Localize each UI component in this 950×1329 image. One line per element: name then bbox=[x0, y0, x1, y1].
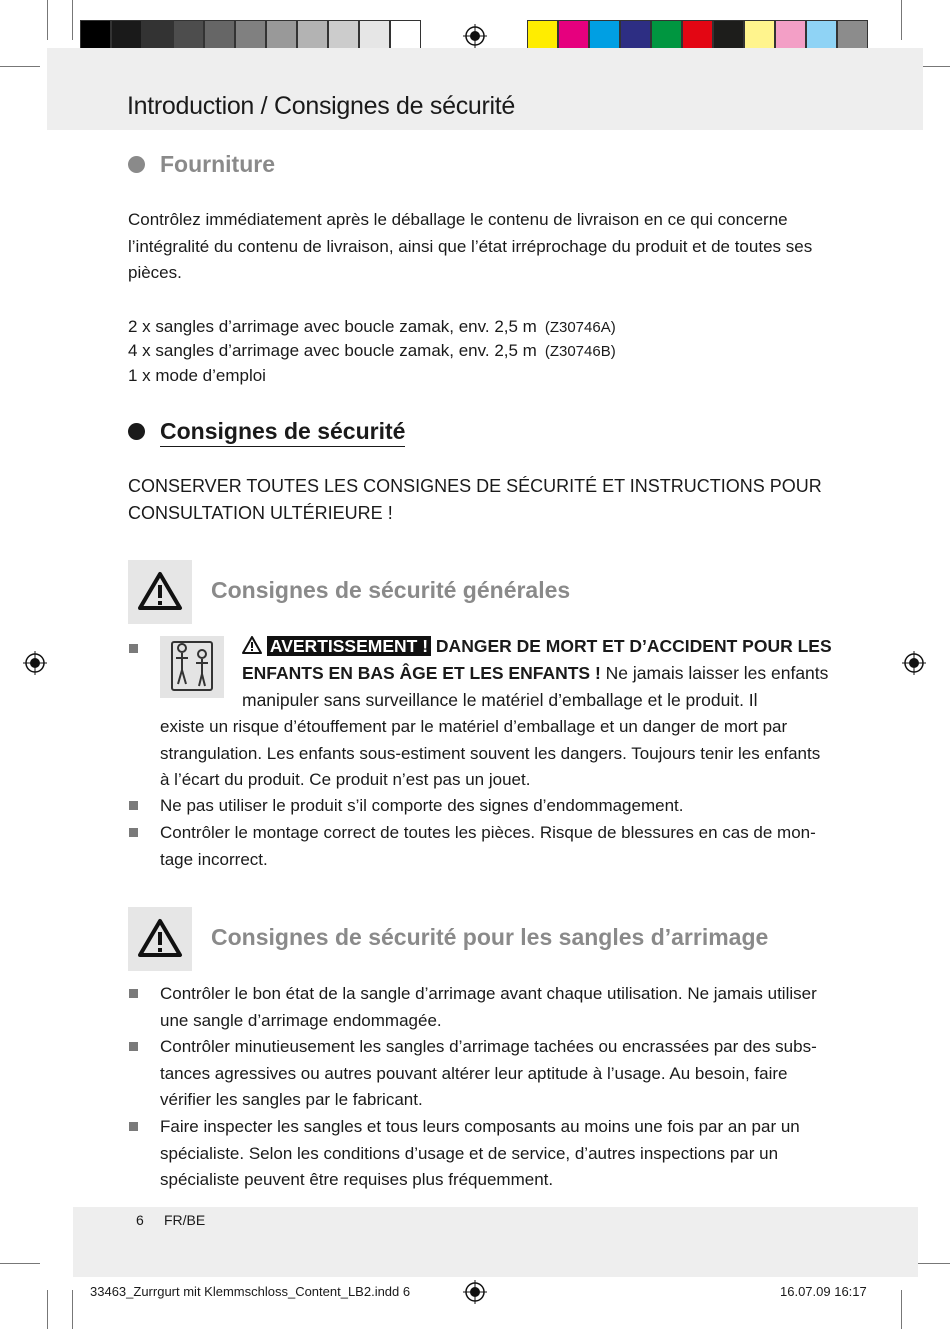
language-code: FR/BE bbox=[164, 1212, 206, 1228]
child-warning-icon bbox=[160, 636, 224, 698]
color-swatch bbox=[390, 20, 421, 51]
color-swatch bbox=[558, 20, 589, 51]
crop-mark bbox=[47, 1290, 48, 1329]
list-bullet-icon bbox=[129, 644, 138, 653]
color-swatch bbox=[806, 20, 837, 51]
crop-mark bbox=[72, 0, 73, 40]
heading-straps-safety: Consignes de sécurité pour les sangles d’arrimage bbox=[211, 924, 769, 950]
list-bullet-icon bbox=[129, 801, 138, 810]
list-item: Ne pas utiliser le produit s’il comporte des signes d’endommagement. bbox=[160, 796, 684, 815]
crop-mark bbox=[901, 1290, 902, 1329]
list-bullet-icon bbox=[129, 1042, 138, 1051]
print-slug-date: 16.07.09 16:17 bbox=[780, 1284, 867, 1299]
color-swatch bbox=[713, 20, 744, 51]
supply-item-text: 1 x mode d’emploi bbox=[128, 366, 266, 385]
crop-mark bbox=[0, 1263, 40, 1264]
color-swatch bbox=[775, 20, 806, 51]
color-swatch bbox=[837, 20, 868, 51]
color-swatch bbox=[142, 20, 173, 51]
supply-item-code: (Z30746B) bbox=[544, 343, 616, 360]
crop-mark bbox=[72, 1290, 73, 1329]
registration-mark-icon bbox=[902, 651, 926, 675]
list-item: Contrôler le bon état de la sangle d’arrimage avant chaque utilisation. Ne jamais utiliser une sangle d’arrimage endommagée. bbox=[160, 984, 817, 1030]
color-swatch bbox=[527, 20, 558, 51]
crop-mark bbox=[47, 0, 48, 40]
color-swatch bbox=[359, 20, 390, 51]
color-swatch bbox=[589, 20, 620, 51]
color-swatch bbox=[297, 20, 328, 51]
registration-mark-icon bbox=[23, 651, 47, 675]
section-bullet-icon bbox=[128, 156, 145, 173]
list-bullet-icon bbox=[129, 989, 138, 998]
color-swatch bbox=[235, 20, 266, 51]
supply-item-text: 4 x sangles d’arrimage avec boucle zamak, env. 2,5 m bbox=[128, 341, 537, 360]
list-item: Contrôler minutieusement les sangles d’arrimage tachées ou encrassées par des subs-tances agressives ou autres pouvant altérer leur aptitude à l’usage. Au besoin, faire vérifier les sangles par le fabricant. bbox=[160, 1037, 817, 1109]
warning-icon-box bbox=[128, 560, 192, 624]
list-item: Contrôler le montage correct de toutes les pièces. Risque de blessures en cas de mon-tage incorrect. bbox=[160, 823, 816, 869]
section-bullet-icon bbox=[128, 423, 145, 440]
warning-triangle-icon bbox=[242, 636, 262, 654]
heading-fourniture: Fourniture bbox=[160, 151, 275, 177]
color-swatch bbox=[266, 20, 297, 51]
color-swatch bbox=[328, 20, 359, 51]
warning-label: AVERTISSEMENT ! bbox=[267, 636, 431, 656]
crop-mark bbox=[0, 66, 40, 67]
warning-statement bbox=[242, 633, 832, 714]
heading-safety: Consignes de sécurité bbox=[160, 418, 405, 447]
danger-text: DANGER DE MORT ET D’ACCIDENT POUR LES ENFANTS EN BAS ÂGE ET LES ENFANTS ! bbox=[242, 636, 832, 683]
print-slug-file: 33463_Zurrgurt mit Klemmschloss_Content_LB2.indd 6 bbox=[90, 1284, 411, 1299]
page-number: 6 bbox=[136, 1212, 144, 1228]
safety-caps-notice: CONSERVER TOUTES LES CONSIGNES DE SÉCURITÉ ET INSTRUCTIONS POUR CONSULTATION ULTÉRIEURE ! bbox=[128, 476, 822, 523]
color-swatch bbox=[651, 20, 682, 51]
color-swatch bbox=[173, 20, 204, 51]
fourniture-intro: Contrôlez immédiatement après le déballage le contenu de livraison en ce qui concerne l’intégralité du contenu de livraison, ainsi que l’état irréprochage du produit et de toutes ses pièces. bbox=[128, 210, 813, 282]
color-swatch bbox=[682, 20, 713, 51]
supply-item bbox=[128, 339, 616, 364]
heading-general-safety: Consignes de sécurité générales bbox=[211, 577, 571, 603]
warning-triangle-icon bbox=[128, 907, 192, 971]
supply-item-text: 2 x sangles d’arrimage avec boucle zamak, env. 2,5 m bbox=[128, 317, 537, 336]
registration-mark-icon bbox=[463, 24, 487, 48]
list-bullet-icon bbox=[129, 1122, 138, 1131]
list-bullet-icon bbox=[129, 828, 138, 837]
supply-item-code: (Z30746A) bbox=[544, 319, 616, 336]
color-swatch bbox=[111, 20, 142, 51]
warning-triangle-icon bbox=[128, 560, 192, 624]
crop-mark bbox=[901, 0, 902, 40]
warning-body-continued: existe un risque d’étouffement par le matériel d’emballage et un danger de mort par strangulation. Les enfants sous-estiment souvent les dangers. Toujours tenir les enfants à l’écart du produit. Ce produit n’est pas un jouet. bbox=[160, 717, 821, 789]
color-swatch bbox=[204, 20, 235, 51]
registration-mark-icon bbox=[463, 1280, 487, 1304]
warning-icon-box bbox=[128, 907, 192, 971]
warning-body-start: Ne jamais laisser les enfants manipuler sans surveillance le matériel d’emballage et le produit. Il bbox=[242, 663, 829, 710]
color-swatch bbox=[744, 20, 775, 51]
supply-item bbox=[128, 364, 274, 389]
list-item: Faire inspecter les sangles et tous leurs composants au moins une fois par an par un spécialiste. Selon les conditions d’usage et de service, d’autres inspections par un spécialiste peuvent être requises plus fréquemment. bbox=[160, 1117, 800, 1189]
color-swatch bbox=[80, 20, 111, 51]
color-swatch bbox=[620, 20, 651, 51]
supply-item bbox=[128, 315, 616, 340]
page-title: Introduction / Consignes de sécurité bbox=[127, 92, 516, 120]
